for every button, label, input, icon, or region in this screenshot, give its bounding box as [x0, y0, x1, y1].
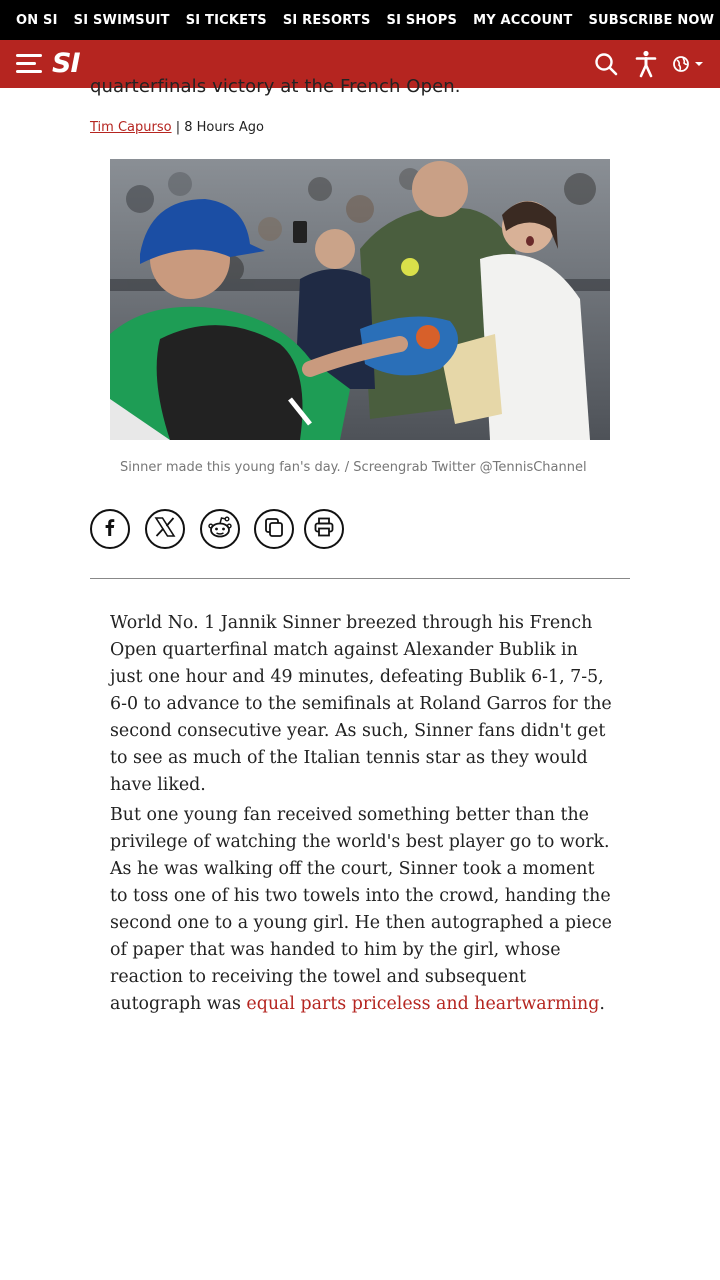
reddit-share-button[interactable]: [200, 509, 240, 549]
paragraph-2-text: But one young fan received something better than the privilege of watching the world's best player go to work. As he was walking off the court, Sinner took a moment to toss one of his two towels into the crowd, handing the second one to a young girl. He then autographed a piece of paper that was handed to him by the girl, whose reaction to receiving the towel and subsequent autograph was: [110, 805, 612, 1014]
x-icon: [154, 516, 176, 543]
facebook-share-button[interactable]: [90, 509, 130, 549]
article-paragraph-1: World No. 1 Jannik Sinner breezed through his French Open quarterfinal match against Alexander Bublik in just one hour and 49 minutes, defeating Bublik 6-1, 7-5, 6-0 to advance to the semifinals at Roland Garros for the second consecutive year. As such, Sinner fans didn't get to see as much of the Italian tennis star as they would have liked.: [110, 613, 612, 795]
topbar-link-subscribe-now[interactable]: SUBSCRIBE NOW: [588, 12, 715, 28]
publish-time: 8 Hours Ago: [184, 120, 264, 135]
print-icon: [313, 516, 335, 543]
facebook-icon: [100, 517, 120, 542]
search-icon[interactable]: [592, 50, 620, 78]
hero-image[interactable]: [110, 159, 610, 440]
priceless-heartwarming-link[interactable]: equal parts priceless and heartwarming: [246, 994, 600, 1014]
globe-icon[interactable]: [672, 50, 706, 78]
topbar-link-si-shops[interactable]: SI SHOPS: [386, 12, 458, 28]
x-share-button[interactable]: [145, 509, 185, 549]
copy-link-button[interactable]: [254, 509, 294, 549]
topbar-link-si-resorts[interactable]: SI RESORTS: [282, 12, 371, 28]
copy-link-icon: [263, 516, 285, 543]
image-caption: Sinner made this young fan's day. / Screengrab Twitter @TennisChannel: [120, 460, 587, 475]
top-utility-bar: [0, 0, 720, 40]
reddit-icon: [207, 515, 233, 544]
topbar-link-my-account[interactable]: MY ACCOUNT: [473, 12, 573, 28]
byline: [90, 120, 264, 135]
si-logo[interactable]: SI: [52, 48, 80, 79]
topbar-link-si-swimsuit[interactable]: SI SWIMSUIT: [73, 12, 170, 28]
section-divider: [90, 578, 630, 579]
print-button[interactable]: [304, 509, 344, 549]
article-paragraph-2: [110, 802, 615, 1018]
byline-separator: |: [171, 120, 185, 135]
topbar-link-si-tickets[interactable]: SI TICKETS: [185, 12, 267, 28]
accessibility-icon[interactable]: [632, 50, 660, 78]
paragraph-2-end: .: [599, 994, 605, 1014]
topbar-link-on-si[interactable]: ON SI: [16, 12, 58, 28]
menu-icon[interactable]: [16, 53, 42, 75]
article-dek: quarterfinals victory at the French Open.: [90, 76, 461, 97]
author-link[interactable]: Tim Capurso: [90, 120, 172, 135]
